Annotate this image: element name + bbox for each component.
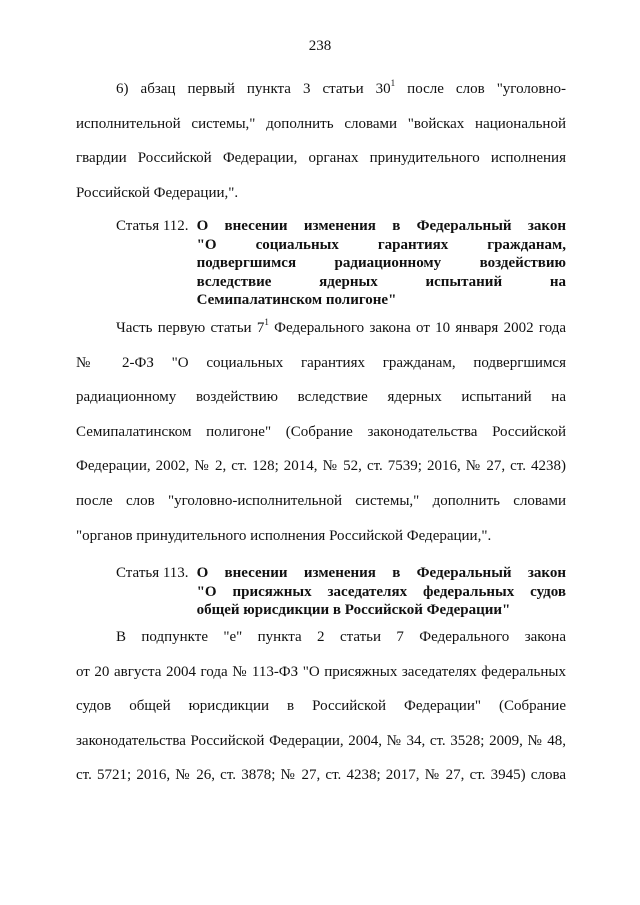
paragraph-article-113 (76, 620, 566, 793)
article-label: Статья 112. (116, 218, 189, 234)
paragraph-line: 6) абзац первый пункта 3 статьи $30^1$ после слов "уголовно- (116, 78, 566, 97)
paragraph-line: "органов принудительного исполнения Российской Федерации,". (76, 527, 492, 544)
article-title (197, 217, 566, 310)
title-line: "О присяжных заседателях федеральных судов (196, 583, 566, 600)
paragraph-line: В подпункте "е" пункта 2 статьи 7 Федерального закона (116, 629, 566, 645)
article-label: Статья 113. (116, 565, 189, 581)
superscript: 1 (264, 317, 269, 327)
title-line: вследствие ядерных испытаний на (196, 273, 566, 290)
title-line: О внесении изменения в Федеральный закон (196, 565, 566, 581)
paragraph-line: законодательства Российской Федерации, 2004, № 34, ст. 3528; 2009, № 48, (76, 732, 566, 749)
paragraph-line: после слов "уголовно-исполнительной системы," дополнить словами (76, 492, 566, 509)
paragraph-line: № 2-ФЗ "О социальных гарантиях гражданам, подвергшимся (76, 354, 566, 371)
paragraph-line: исполнительной системы," дополнить словами "войсках национальной (76, 115, 566, 132)
article-title (197, 564, 566, 620)
paragraph-line: Семипалатинском полигоне" (Собрание законодательства Российской (76, 423, 566, 440)
paragraph-line: радиационному воздействию вследствие ядерных испытаний на (76, 389, 566, 406)
paragraph-line: Российской Федерации,". (76, 184, 239, 201)
paragraph-line: ст. 5721; 2016, № 26, ст. 3878; № 27, ст. 4238; 2017, № 27, ст. 3945) слова (76, 767, 566, 784)
paragraph-line: судов общей юрисдикции в Российской Федерации" (Собрание (76, 698, 566, 715)
title-line: Семипалатинском полигоне" (196, 292, 397, 309)
title-line: "О социальных гарантиях гражданам, (196, 236, 566, 253)
paragraph-line: Федерации, 2002, № 2, ст. 128; 2014, № 52, ст. 7539; 2016, № 27, ст. 4238) (76, 458, 566, 475)
paragraph-line: от 20 августа 2004 года № 113-ФЗ "О присяжных заседателях федеральных (76, 663, 566, 680)
paragraph-article-112 (76, 311, 566, 553)
paragraph-line: Часть первую статьи $7^1$ Федерального закона от 10 января 2002 года (116, 317, 566, 336)
title-line: О внесении изменения в Федеральный закон (196, 218, 566, 234)
article-112-heading (116, 217, 566, 310)
title-line: общей юрисдикции в Российской Федерации" (196, 602, 511, 619)
paragraph-line: гвардии Российской Федерации, органах принудительного исполнения (76, 150, 566, 167)
superscript: 1 (390, 78, 396, 88)
page-number: 238 (308, 38, 332, 54)
article-113-heading (116, 564, 566, 620)
title-line: подвергшимся радиационному воздействию (196, 255, 566, 272)
paragraph-amendment-6 (76, 72, 566, 210)
